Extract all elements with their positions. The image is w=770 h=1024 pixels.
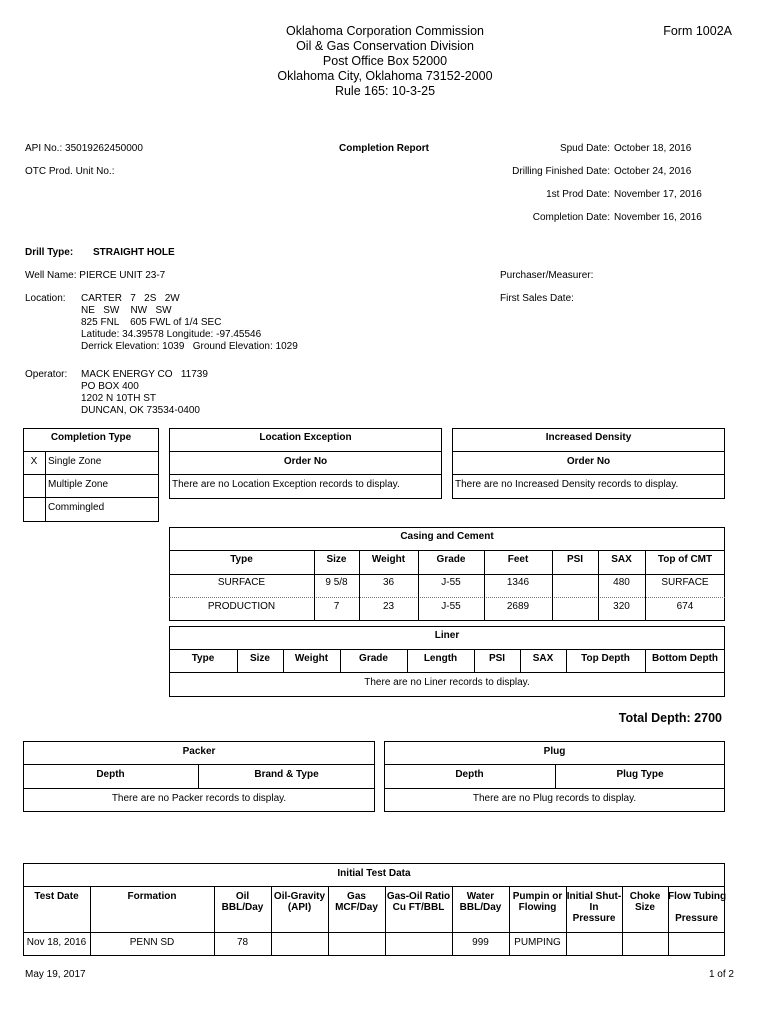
location-block (81, 293, 298, 353)
initial-test-title: Initial Test Data (337, 868, 411, 879)
single-zone-label: Single Zone (48, 456, 102, 467)
location-exception-order-col: Order No (283, 456, 328, 467)
drill-type-value: STRAIGHT HOLE (93, 247, 175, 258)
packer-title: Packer (182, 746, 216, 757)
operator-line: 1202 N 10TH ST (81, 393, 157, 404)
report-title: Completion Report (339, 143, 429, 154)
casing-row-production-grade: J-55 (441, 601, 461, 612)
test-header-flow-tubing (668, 891, 725, 924)
increased-density-title: Increased Density (545, 432, 632, 443)
spud-date-label: Spud Date: (559, 143, 610, 154)
test-header-oil-gravity-line1: Oil-Gravity (273, 891, 326, 902)
operator-line: MACK ENERGY CO 11739 (81, 369, 208, 380)
operator-line: DUNCAN, OK 73534-0400 (81, 405, 200, 416)
liner-header-psi: PSI (488, 653, 506, 664)
operator-line: PO BOX 400 (81, 381, 139, 392)
liner-title: Liner (434, 630, 460, 641)
test-row-formation: PENN SD (129, 937, 175, 948)
test-header-flow-line3: Pressure (675, 913, 718, 924)
location-line: 825 FNL 605 FWL of 1/4 SEC (81, 317, 222, 328)
casing-header-type: Type (230, 554, 253, 565)
test-header-gas-line1: Gas (347, 891, 366, 902)
casing-row-surface-grade: J-55 (441, 577, 461, 588)
header-line-5: Rule 165: 10-3-25 (334, 84, 436, 98)
header-line-3: Post Office Box 52000 (322, 54, 448, 68)
test-row-water: 999 (472, 937, 489, 948)
test-header-date-line: Test Date (34, 891, 79, 902)
casing-row-production-size: 7 (333, 601, 340, 612)
drilling-finished-value: October 24, 2016 (614, 166, 692, 177)
api-number: API No.: 35019262450000 (25, 143, 143, 154)
packer-header-brand-type: Brand & Type (254, 769, 319, 780)
completion-type-title: Completion Type (50, 432, 132, 443)
test-header-flow-line2 (668, 902, 725, 913)
liner-header-size: Size (249, 653, 270, 664)
test-header-oil (214, 891, 271, 913)
operator-block (81, 369, 208, 417)
test-header-pump-line2: Flowing (518, 902, 557, 913)
liner-header-weight: Weight (294, 653, 329, 664)
casing-header-size: Size (326, 554, 347, 565)
footer-date: May 19, 2017 (25, 969, 86, 980)
liner-header-grade: Grade (359, 653, 388, 664)
test-header-oil-gravity-line2: (API) (287, 902, 312, 913)
test-row-pumpin-flowing: PUMPING (514, 937, 561, 948)
agency-header (0, 24, 770, 99)
drilling-finished-label: Drilling Finished Date: (512, 166, 610, 177)
casing-header-feet: Feet (507, 554, 529, 565)
test-header-choke-line1: Choke (629, 891, 661, 902)
completion-date-value: November 16, 2016 (614, 212, 702, 223)
header-line-2: Oil & Gas Conservation Division (296, 39, 474, 53)
test-row-oil: 78 (236, 937, 249, 948)
casing-row-production-type: PRODUCTION (207, 601, 276, 612)
location-exception-empty: There are no Location Exception records to display. (172, 479, 400, 490)
test-header-water-line1: Water (466, 891, 495, 902)
spud-date-value: October 18, 2016 (614, 143, 692, 154)
test-header-oil-gravity (271, 891, 328, 913)
location-exception-title: Location Exception (259, 432, 352, 443)
liner-header-sax: SAX (532, 653, 554, 664)
casing-row-production-sax: 320 (613, 601, 630, 612)
casing-title: Casing and Cement (400, 531, 494, 542)
casing-row-surface-type: SURFACE (217, 577, 266, 588)
location-label: Location: (25, 293, 66, 304)
plug-header-depth: Depth (455, 769, 484, 780)
test-header-gor-line2: Cu FT/BBL (392, 902, 445, 913)
test-row-date: Nov 18, 2016 (26, 937, 87, 948)
casing-row-surface-size: 9 5/8 (325, 577, 348, 588)
location-line: CARTER 7 2S 2W (81, 293, 180, 304)
increased-density-order-col: Order No (566, 456, 611, 467)
multiple-zone-label: Multiple Zone (48, 479, 109, 490)
liner-header-top-depth: Top Depth (581, 653, 630, 664)
casing-header-grade: Grade (436, 554, 466, 565)
completion-date-label: Completion Date: (532, 212, 610, 223)
casing-row-surface-sax: 480 (613, 577, 630, 588)
test-header-pump-line1: Pumpin or (512, 891, 563, 902)
otc-unit: OTC Prod. Unit No.: (25, 166, 115, 177)
header-line-1: Oklahoma Corporation Commission (286, 24, 484, 38)
casing-row-production-weight: 23 (382, 601, 395, 612)
casing-header-sax: SAX (611, 554, 632, 565)
casing-row-surface-feet: 1346 (506, 577, 530, 588)
test-header-oil-line1: Oil (235, 891, 250, 902)
location-line: NE SW NW SW (81, 305, 172, 316)
liner-header-bottom-depth: Bottom Depth (651, 653, 719, 664)
location-line: Latitude: 34.39578 Longitude: -97.45546 (81, 329, 262, 340)
test-header-choke-size (622, 891, 668, 913)
operator-label: Operator: (25, 369, 68, 380)
test-header-formation (90, 891, 214, 902)
casing-header-top-cmt: Top of CMT (657, 554, 713, 565)
first-prod-value: November 17, 2016 (614, 189, 702, 200)
test-header-water (452, 891, 509, 913)
casing-header-weight: Weight (371, 554, 406, 565)
casing-row-surface-top-cmt: SURFACE (661, 577, 709, 588)
location-line: Derrick Elevation: 1039 Ground Elevation: 1029 (81, 341, 298, 352)
test-header-gor-line1: Gas-Oil Ratio (386, 891, 451, 902)
purchaser-measurer: Purchaser/Measurer: (500, 270, 594, 281)
plug-header-plug-type: Plug Type (616, 769, 664, 780)
first-prod-label: 1st Prod Date: (546, 189, 610, 200)
packer-empty: There are no Packer records to display. (111, 793, 287, 804)
test-header-choke-line2: Size (634, 902, 655, 913)
casing-header-psi: PSI (566, 554, 584, 565)
test-header-flow-line1: Flow Tubing (668, 891, 727, 902)
first-sales-date: First Sales Date: (500, 293, 574, 304)
test-header-oil-line2: BBL/Day (221, 902, 264, 913)
plug-empty: There are no Plug records to display. (472, 793, 637, 804)
test-header-pumpin-flowing (509, 891, 566, 913)
liner-empty: There are no Liner records to display. (364, 677, 530, 688)
test-header-formation-line: Formation (127, 891, 177, 902)
test-header-shutin-line1: Initial Shut- (566, 891, 622, 902)
test-header-shutin-line3: Pressure (572, 913, 616, 924)
commingled-label: Commingled (48, 502, 105, 513)
casing-row-production-top-cmt: 674 (676, 601, 694, 612)
form-number: Form 1002A (663, 24, 732, 38)
test-header-gas-line2: MCF/Day (335, 902, 378, 913)
plug-title: Plug (543, 746, 566, 757)
test-header-shut-in-pressure (566, 891, 622, 924)
drill-type-label: Drill Type: (25, 247, 74, 258)
casing-row-production-feet: 2689 (506, 601, 530, 612)
liner-header-type: Type (191, 653, 215, 664)
increased-density-empty: There are no Increased Density records to display. (455, 479, 679, 490)
total-depth: Total Depth: 2700 (618, 711, 722, 725)
single-zone-mark: X (30, 456, 38, 467)
test-header-water-line2: BBL/Day (459, 902, 502, 913)
test-header-date (23, 891, 90, 902)
test-header-gas (328, 891, 385, 913)
page-number: 1 of 2 (708, 969, 734, 980)
test-header-gas-oil-ratio (385, 891, 452, 913)
well-name: Well Name: PIERCE UNIT 23-7 (25, 270, 166, 281)
test-header-shutin-line2: In (589, 902, 599, 913)
header-line-4: Oklahoma City, Oklahoma 73152-2000 (277, 69, 493, 83)
liner-header-length: Length (423, 653, 458, 664)
packer-header-depth: Depth (96, 769, 125, 780)
casing-row-surface-weight: 36 (382, 577, 395, 588)
